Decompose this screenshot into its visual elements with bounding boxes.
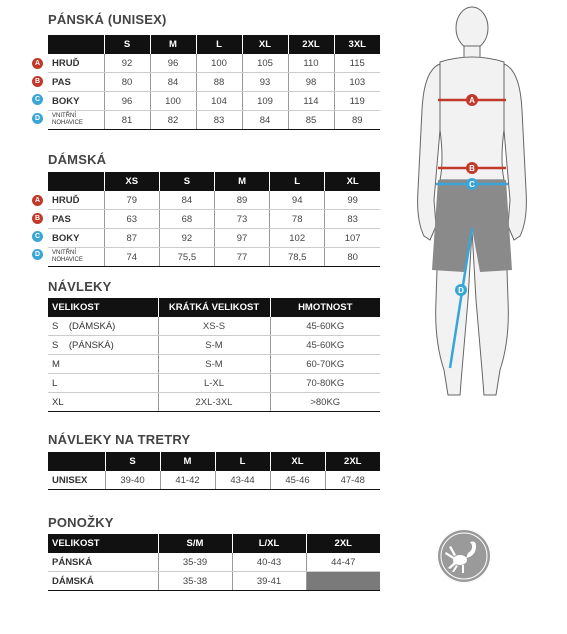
sleeves-size-table bbox=[48, 298, 380, 412]
table-row: L L-XL 70-80KG bbox=[48, 374, 380, 393]
sleeves-header-row: VELIKOST KRÁTKÁ VELIKOST HMOTNOST bbox=[48, 298, 380, 317]
marker-c-badge: C bbox=[32, 94, 43, 105]
table-row: HRUĎ 79 84 89 94 99 bbox=[48, 191, 380, 210]
figure-marker-a: A bbox=[469, 96, 475, 105]
table-row: BOKY 87 92 97 102 107 bbox=[48, 229, 380, 248]
shoe-covers-header-row: S M L XL 2XL bbox=[48, 452, 380, 471]
table-row: DÁMSKÁ 35-38 39-41 bbox=[48, 572, 380, 591]
marker-a-badge: A bbox=[32, 195, 43, 206]
table-row: VNITŘNÍ NOHAVICE 81 82 83 84 85 89 bbox=[48, 111, 380, 130]
women-size-table bbox=[48, 172, 380, 267]
unavailable-cell bbox=[306, 572, 380, 591]
marker-b-badge: B bbox=[32, 76, 43, 87]
men-size-table bbox=[48, 35, 380, 130]
sleeves-title: NÁVLEKY bbox=[48, 279, 112, 294]
marker-b-badge: B bbox=[32, 213, 43, 224]
table-row: S (PÁNSKÁ) S-M 45-60KG bbox=[48, 336, 380, 355]
men-title: PÁNSKÁ (UNISEX) bbox=[48, 12, 167, 27]
socks-title: PONOŽKY bbox=[48, 515, 114, 530]
figure-marker-c: C bbox=[469, 180, 475, 189]
table-row: PAS 80 84 88 93 98 103 bbox=[48, 73, 380, 92]
socks-size-table bbox=[48, 534, 380, 591]
shoe-covers-title: NÁVLEKY NA TRETRY bbox=[48, 432, 191, 447]
marker-a-badge: A bbox=[32, 58, 43, 69]
marker-d-badge: D bbox=[32, 249, 43, 260]
table-row: HRUĎ 92 96 100 105 110 115 bbox=[48, 54, 380, 73]
women-title: DÁMSKÁ bbox=[48, 152, 107, 167]
table-row: S (DÁMSKÁ) XS-S 45-60KG bbox=[48, 317, 380, 336]
table-row: M S-M 60-70KG bbox=[48, 355, 380, 374]
women-header-row: XS S M L XL bbox=[48, 172, 380, 191]
socks-header-row: VELIKOST S/M L/XL 2XL bbox=[48, 534, 380, 553]
table-row: XL 2XL-3XL >80KG bbox=[48, 393, 380, 412]
shoe-covers-size-table bbox=[48, 452, 380, 490]
table-row: VNITŘNÍ NOHAVICE 74 75,5 77 78,5 80 bbox=[48, 248, 380, 267]
men-header-row: S M L XL 2XL 3XL bbox=[48, 35, 380, 54]
marker-c-badge: C bbox=[32, 231, 43, 242]
shorts-shape bbox=[432, 180, 512, 272]
table-row: PAS 63 68 73 78 83 bbox=[48, 210, 380, 229]
figure-marker-b: B bbox=[469, 164, 475, 173]
table-row: PÁNSKÁ 35-39 40-43 44-47 bbox=[48, 553, 380, 572]
figure-marker-d: D bbox=[458, 286, 464, 295]
marker-d-badge: D bbox=[32, 113, 43, 124]
body-measurement-figure bbox=[400, 0, 560, 420]
table-row: BOKY 96 100 104 109 114 119 bbox=[48, 92, 380, 111]
table-row: UNISEX 39-40 41-42 43-44 45-46 47-48 bbox=[48, 471, 380, 490]
scorpion-logo-icon bbox=[436, 528, 492, 584]
